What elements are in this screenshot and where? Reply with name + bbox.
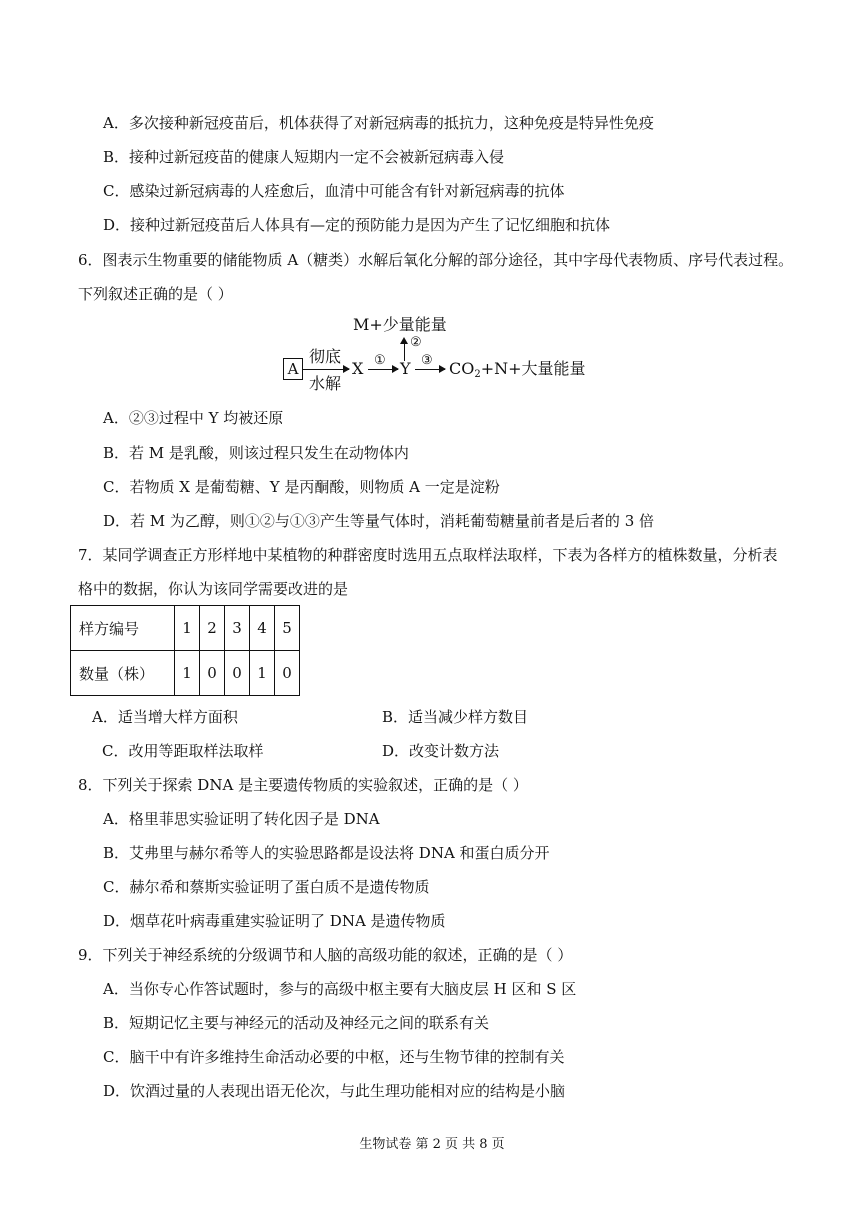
diagram-label-above: 彻底 bbox=[309, 347, 342, 366]
table-row-label: 样方编号 bbox=[71, 606, 175, 651]
sample-table bbox=[70, 605, 300, 696]
diagram-arrow-step1 bbox=[368, 369, 398, 370]
diagram-label-below: 水解 bbox=[309, 374, 342, 393]
diagram-step2: ② bbox=[410, 335, 422, 350]
q9-option-a: A．当你专心作答试题时，参与的高级中枢主要有大脑皮层 H 区和 S 区 bbox=[103, 980, 577, 998]
q6-option-a: A．②③过程中 Y 均被还原 bbox=[103, 409, 284, 427]
diagram-co2: CO bbox=[449, 359, 475, 378]
q5-option-d: D．接种过新冠疫苗后人体具有—定的预防能力是因为产生了记忆细胞和抗体 bbox=[103, 216, 611, 234]
q9-stem: 9．下列关于神经系统的分级调节和人脑的高级功能的叙述，正确的是（ ） bbox=[78, 946, 573, 964]
q8-option-b: B．艾弗里与赫尔希等人的实验思路都是设法将 DNA 和蛋白质分开 bbox=[103, 844, 550, 862]
diagram-step3: ③ bbox=[421, 353, 433, 368]
q7-stem-line2: 格中的数据，你认为该同学需要改进的是 bbox=[78, 580, 349, 598]
diagram-x: X bbox=[352, 359, 364, 378]
table-row bbox=[71, 606, 300, 651]
table-cell: 0 bbox=[225, 651, 250, 696]
table-cell: 0 bbox=[275, 651, 300, 696]
q9-option-c: C．脑干中有许多维持生命活动必要的中枢，还与生物节律的控制有关 bbox=[103, 1048, 565, 1066]
q7-option-d: D．改变计数方法 bbox=[382, 742, 500, 760]
diagram-n-energy: +N+大量能量 bbox=[480, 359, 586, 378]
q7-option-c: C．改用等距取样法取样 bbox=[102, 742, 264, 760]
q6-option-c: C．若物质 X 是葡萄糖、Y 是丙酮酸，则物质 A 一定是淀粉 bbox=[103, 478, 500, 496]
diagram-arrow-hydrolysis bbox=[303, 369, 349, 370]
table-cell: 3 bbox=[225, 606, 250, 651]
q6-option-d: D．若 M 为乙醇，则①②与①③产生等量气体时，消耗葡萄糖量前者是后者的 3 倍 bbox=[103, 512, 655, 530]
diagram-arrow-step3 bbox=[415, 369, 445, 370]
table-cell: 1 bbox=[175, 606, 200, 651]
table-cell: 1 bbox=[250, 651, 275, 696]
q8-option-d: D．烟草花叶病毒重建实验证明了 DNA 是遗传物质 bbox=[103, 912, 446, 930]
table-cell: 1 bbox=[175, 651, 200, 696]
q5-option-b: B．接种过新冠疫苗的健康人短期内一定不会被新冠病毒入侵 bbox=[103, 148, 505, 166]
diagram-co2-subscript: 2 bbox=[474, 369, 481, 380]
q5-option-c: C．感染过新冠病毒的人痊愈后，血清中可能含有针对新冠病毒的抗体 bbox=[103, 182, 565, 200]
diagram-right-product bbox=[449, 360, 586, 384]
table-cell: 4 bbox=[250, 606, 275, 651]
table-cell: 5 bbox=[275, 606, 300, 651]
diagram-box-a: A bbox=[283, 358, 303, 380]
q8-option-a: A．格里菲思实验证明了转化因子是 DNA bbox=[103, 810, 380, 828]
table-cell: 2 bbox=[200, 606, 225, 651]
table-cell: 0 bbox=[200, 651, 225, 696]
q7-option-b: B．适当减少样方数目 bbox=[382, 708, 529, 726]
q9-option-b: B．短期记忆主要与神经元的活动及神经元之间的联系有关 bbox=[103, 1014, 490, 1032]
q7-option-a: A．适当增大样方面积 bbox=[92, 708, 238, 726]
table-row bbox=[71, 651, 300, 696]
table-row-label: 数量（株） bbox=[71, 651, 175, 696]
page-footer: 生物试卷 第 2 页 共 8 页 bbox=[359, 1137, 505, 1152]
q6-stem-line2: 下列叙述正确的是（ ） bbox=[78, 285, 233, 303]
q6-stem-line1: 6．图表示生物重要的储能物质 A（糖类）水解后氧化分解的部分途径，其中字母代表物质、序号代表过程。 bbox=[78, 251, 794, 269]
diagram-y: Y bbox=[400, 359, 411, 378]
q5-option-a: A．多次接种新冠疫苗后，机体获得了对新冠病毒的抵抗力，这种免疫是特异性免疫 bbox=[103, 114, 654, 132]
diagram-step1: ① bbox=[374, 353, 386, 368]
q7-stem-line1: 7．某同学调查正方形样地中某植物的种群密度时选用五点取样法取样，下表为各样方的植株数量，分析表 bbox=[78, 546, 778, 564]
q9-option-d: D．饮酒过量的人表现出语无伦次，与此生理功能相对应的结构是小脑 bbox=[103, 1082, 566, 1100]
q8-stem: 8．下列关于探索 DNA 是主要遗传物质的实验叙述，正确的是（ ） bbox=[78, 776, 528, 794]
q6-option-b: B．若 M 是乳酸，则该过程只发生在动物体内 bbox=[103, 444, 409, 462]
diagram-top-product: M+少量能量 bbox=[353, 315, 447, 334]
q8-option-c: C．赫尔希和蔡斯实验证明了蛋白质不是遗传物质 bbox=[103, 878, 430, 896]
